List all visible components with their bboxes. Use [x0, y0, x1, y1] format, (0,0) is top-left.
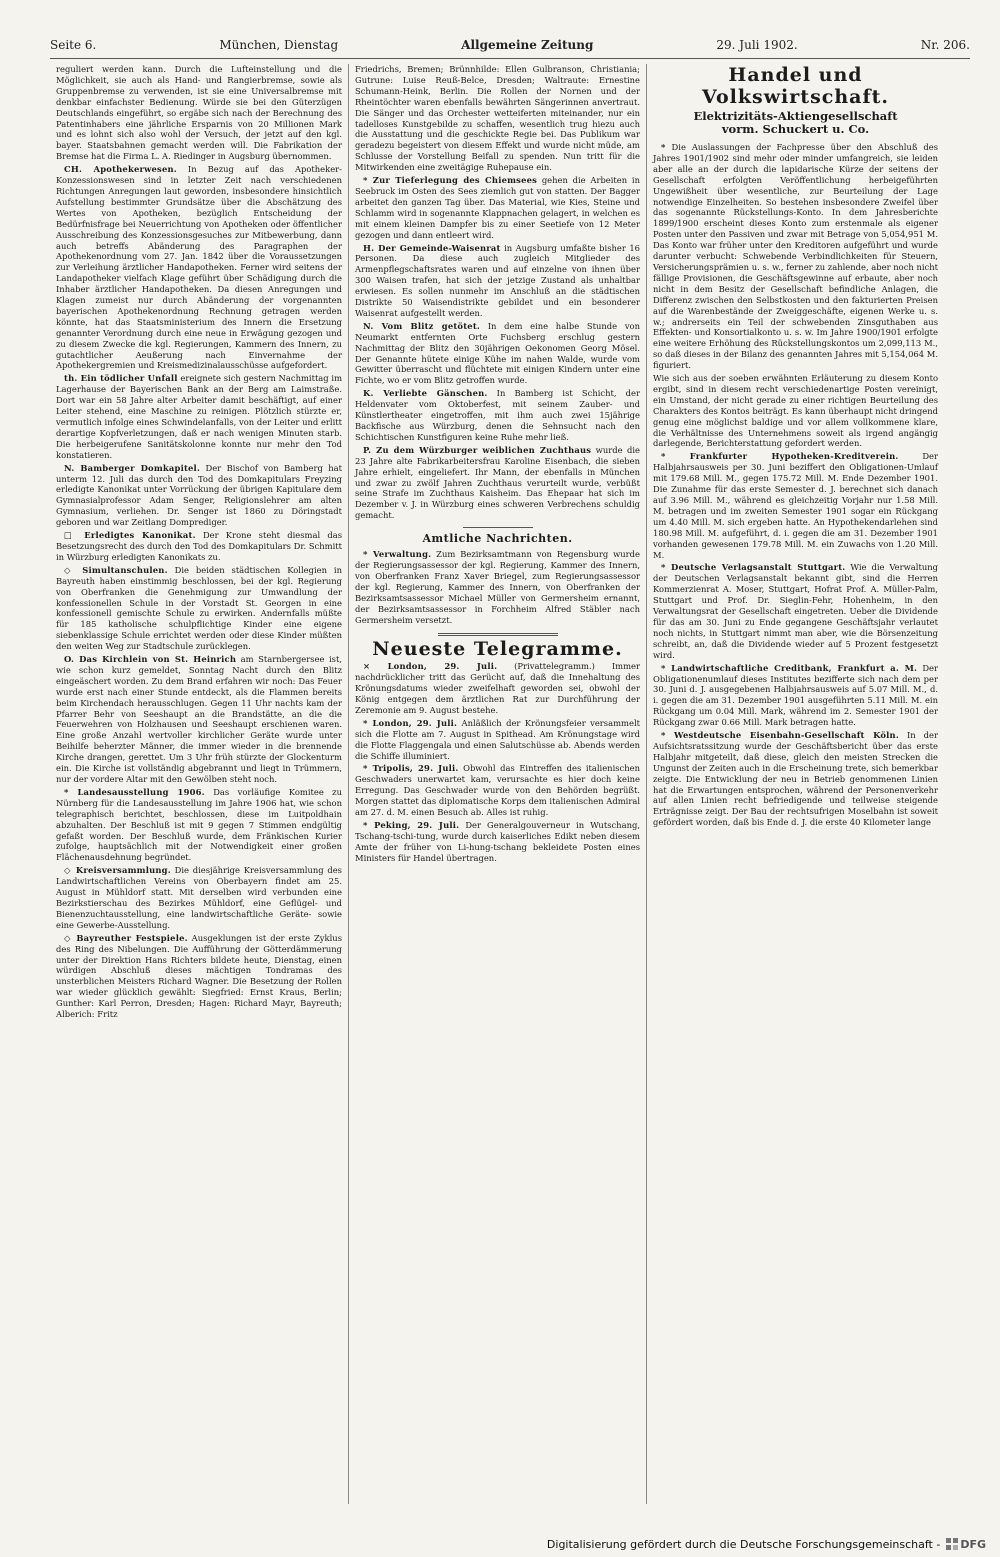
article-text: ereignete sich gestern Nachmittag im Lagerhause der Bayerischen Bank an der Berg am Laimstraße. Dort war ein 58 Jahre alter Arbeiter damit beschäftigt, auf einer Leiter stehend, eine Maschine zu reinigen. Plötzlich stürzte er, vermutlich infolge eines Schwindelanfalls, von der Leiter und erlitt derartige Kopfverletzungen, daß er nach wenigen Minuten starb. Die herbeigerufene Sanitätskolonne konnte nur mehr den Tod konstatieren. [56, 373, 343, 460]
article-heading: CH. Apothekerwesen. [64, 164, 177, 175]
article [56, 64, 342, 162]
dfg-logo [946, 1538, 986, 1551]
newspaper-title: Allgemeine Zeitung [461, 38, 594, 52]
article-heading: H. Der Gemeinde-Waisenrat [363, 242, 501, 253]
article [355, 549, 640, 625]
article [56, 565, 342, 652]
column-2 [348, 64, 646, 1504]
article-heading: K. Verliebte Gänschen. [363, 388, 488, 399]
article-text: Das vorläufige Komitee zu Nürnberg für die Landesausstellung im Jahre 1906 hat, wie schon telegraphisch berichtet, beschlossen, diese im Luitpoldhain abzuhalten. Der Beschluß ist mit 9 gegen 7 Stimmen endgültig gefaßt worden. Der Beschluß wurde, dem Fränkischen Kurier zufolge, hauptsächlich mit der Notwendigkeit einer großen Flächenausdehnung begründet. [56, 786, 342, 863]
article [653, 663, 938, 728]
article [355, 445, 640, 521]
article-heading: * Tripolis, 29. Juli. [363, 763, 459, 774]
article [56, 865, 342, 930]
article-text: Der Bischof von Bamberg hat unterm 12. Juli das durch den Tod des Domkapitulars Freyzing erledigte Kanonikat unter Vorrückung der übrigen Kapitulare dem Gymnasialprofessor Adam Senger, Religionslehrer am alten Gymnasium, verliehen. Dr. Senger ist 1860 zu Döringstadt geboren und war Zeitlang Domprediger. [56, 462, 343, 528]
article [355, 321, 640, 386]
economy-articles [653, 142, 938, 828]
article-text: Der Halbjahrsausweis per 30. Juni beziffert den Obligationen-Umlauf mit 179.68 Mill. M., gegen 175.72 Mill. M. Ende Dezember 1901. Die Zunahme für das erste Semester d. J. berechnet sich danach auf 3.96 Mill. M., während es gleichzeitig Vorjahr nur 1.58 Mill. M. betragen und im zweiten Semester 1901 sogar ein Rückgang um 4.40 Mill. M. sich ergeben hatte. An Hypothekendarlehen sind 180.98 Mill. M. aufgeführt, d. i. gegen die am 31. Dezember 1901 vorhanden gewesenen 179.78 Mill. M. ein Zuwachs von 1.20 Mill. M. [653, 451, 938, 560]
dfg-mark-icon [946, 1538, 958, 1550]
article [355, 175, 640, 240]
article-text: In Bamberg ist Schicht, der Heldenvater vom Oktoberfest, mit seinem Zauber- und Künstlertheater eingetroffen, mit ihm auch zwei 15jährige Backfische aus Würzburg, denen die Sehnsucht nach den Schichtischen Kunstfiguren keine Ruhe mehr ließ. [355, 388, 640, 442]
article-text: Wie sich aus der soeben erwähnten Erläuterung zu diesem Konto ergibt, sind in diesem recht verschiedenartige Posten vereinigt, ein Umstand, der nicht gerade zu einer richtigen Beurteilung des Charakters des Kontos beiträgt. Es kann überhaupt nicht dringend genug eine möglichst baldige und vor allem vollkommene klare, die Verhältnisse des Unternehmens soweit als irgend angängig darlegende, Berichterstattung gefordert werden. [653, 373, 938, 449]
article-heading: O. Das Kirchlein von St. Heinrich [64, 654, 237, 665]
article-heading: * Landwirtschaftliche Creditbank, Frankfurt a. M. [661, 662, 918, 673]
article [56, 933, 342, 1020]
article-heading: ◇ Simultanschulen. [64, 564, 168, 575]
article-text: Der Krone steht diesmal das Besetzungsrecht des durch den Tod des Domkapitulars Dr. Schmitt in Würzburg erledigten Kanonikats zu. [56, 530, 342, 562]
footer-text: Digitalisierung gefördert durch die Deutsche Forschungsgemeinschaft - [546, 1537, 941, 1551]
article-text: am Starnbergersee ist, wie schon kurz gemeldet, Sonntag Nacht durch den Blitz eingeäschert worden. Zu dem Brand erfahren wir noch: Das Feuer wurde erst nach einer Stunde entdeckt, als die Flammen bereits beim Kirchendach herausschlugen. Gegen 11 Uhr nachts kam der Pfarrer Behr von Seeshaupt an die Brandstätte, an die die Feuerwehren von Holzhausen und Seeshaupt erschienen waren. Eine große Anzahl wertvoller kirchlicher Geräte wurde unter Beihilfe beherzter Männer, die immer wieder in die brennende Kirche drangen, gerettet. Um 3 Uhr früh stürzte der Glockenturm ein. Die Kirche ist vollständig abgebrannt und liegt in Trümmern, nur der vordere Altar mit den Gewölben steht noch. [56, 654, 343, 784]
section-title: Amtliche Nachrichten. [422, 532, 573, 546]
article-heading: * Zur Tieferlegung des Chiemsees [363, 175, 538, 186]
article-text: Der Obligationenumlauf dieses Institutes bezifferte sich nach dem per 30. Juni d. J. ausgegebenen Halbjahrsausweis auf 5.07 Mill. M., d. i. gegen die am 31. Dezember 1901 ausgeführten 5.11 Mill. M. ein Rückgang um 0.04 Mill. Mark, während im 2. Semester 1901 der Rückgang zwar 0.66 Mill. Mark betragen hatte. [653, 662, 938, 728]
company-name: Elektrizitäts-Aktiengesellschaft [693, 109, 898, 123]
article-text: Zum Bezirksamtmann von Regensburg wurde der Regierungsassessor der kgl. Regierung, Kammer des Innern, von Oberfranken Franz Xaver Briegel, zum Regierungsassessor der kgl. Regierung, Kammer des Innern, von Oberfranken der Bezirksamtsassessor Michael Müller von Germersheim ernannt, der Bezirksamtsassessor in Forchheim Alfred Stäbler nach Germersheim versetzt. [355, 549, 640, 625]
article-heading: * Verwaltung. [363, 549, 432, 560]
article-heading: * [661, 142, 666, 152]
article-text: In dem eine halbe Stunde von Neumarkt entfernten Orte Fuchsberg erschlug gestern Nachmittag der Blitz den 30jährigen Oekonomen Georg Mösel. Der Genannte hütete einige Kühe im nahen Walde, wurde vom Gewitter überrascht und flüchtete mit einigen Kindern unter eine Fichte, wo er vom Blitz getroffen wurde. [355, 320, 640, 386]
article-text: Die diesjährige Kreisversammlung des Landwirtschaftlichen Vereins von Oberbayern findet am 25. August in Mühldorf statt. Mit derselben wird verbunden eine Bezirkstierschau des Bezirkes Mühldorf, eine Geflügel- und Bienenzuchtausstellung, eine landwirtschaftliche Geräte- sowie eine Gewerbe-Ausstellung. [56, 865, 342, 930]
article [56, 463, 342, 528]
article-text: gehen die Arbeiten in Seebruck im Osten des Sees ziemlich gut von statten. Der Bagger arbeitet den ganzen Tag über. Das Material, wie Kies, Steine und Schlamm wird in sogenannte Klappnachen gelagert, in welchen es mit einem kleinen Dampfer bis zu einer Seetiefe von 12 Meter gezogen und dann entleert wird. [355, 175, 640, 240]
columns [50, 64, 970, 1504]
article-heading: th. Ein tödlicher Unfall [64, 373, 178, 384]
article-text: Die beiden städtischen Kollegien in Bayreuth haben einstimmig beschlossen, bei der kgl. Regierung von Oberfranken die Genehmigung zur Umwandlung der konfessionellen Schule in der Vorstadt St. Georgen in eine konfessionell gemischte Schule zu erwirken. Andernfalls müßte für 185 katholische schulpflichtige Kinder eine eigene siebenklassige Schule errichtet werden oder diese Kinder müßten den weiten Weg zur Stadtschule zurücklegen. [56, 564, 342, 652]
article-heading: * Landesausstellung 1906. [64, 786, 205, 797]
article-heading: □ Erledigtes Kanonikat. [64, 530, 196, 541]
article-heading: P. Zu dem Würzburger weiblichen Zuchthaus [363, 444, 592, 455]
article-heading: N. Vom Blitz getötet. [363, 320, 480, 331]
issue-date: 29. Juli 1902. [716, 38, 798, 52]
article-text: Obwohl das Eintreffen des italienischen Geschwaders unerwartet kam, verursachte es hier doch keine Erregung. Das Geschwader wurde von den Behörden begrüßt. Morgen stattet das diplomatische Korps dem italienischen Admiral am 27. d. M. einen Besuch ab. Alles ist ruhig. [355, 763, 640, 818]
article [355, 64, 640, 173]
dfg-logo-text: DFG [960, 1537, 986, 1551]
article [56, 164, 342, 371]
article-heading: * Deutsche Verlagsanstalt Stuttgart. [661, 562, 846, 573]
section-title-economy: Handel und Volkswirtschaft. [701, 64, 890, 108]
page-header [50, 38, 970, 59]
section-title-telegrams: Neueste Telegramme. [372, 638, 623, 661]
article-heading: ◇ Kreisversammlung. [64, 865, 171, 876]
article [355, 763, 640, 818]
article [653, 373, 938, 449]
page-number: Seite 6. [50, 38, 97, 52]
company-former-name: vorm. Schuckert u. Co. [721, 122, 870, 136]
article-text: Ausgeklungen ist der erste Zyklus des Ring des Nibelungen. Die Aufführung der Götterdämmerung unter der Direktion Hans Richters bildete heute, Dienstag, einen würdigen Abschluß dieses mächtigen Tondramas des unsterblichen Meisters Richard Wagner. Die Besetzung der Rollen war wieder glücklich gewählt: Siegfried: Ernst Kraus, Berlin; Gunther: Karl Perron, Dresden; Hagen: Richard Mayr, Bayreuth; Alberich: Fritz [56, 932, 342, 1020]
article-text: In Bezug auf das Apotheker-Konzessionswesen sind in letzter Zeit nach verschiedenen Richtungen Anregungen laut geworden, insbesondere hinsichtlich Aufstellung bestimmter Grundsätze über die Abschätzung des Wertes von Apotheken, bezüglich Entscheidung der Bedürfnisfrage bei Neuerrichtung von Apotheken oder öffentlicher Ausschreibung des Konzessionsgesuches zur Mitbewerbung, dann auch betreffs Abänderung des Paragraphen der Apothekenordnung vom 27. Jan. 1842 über die Voraussetzungen zur Verleihung ärztlicher Handapotheken. Ferner wird seitens der Landapotheker vielfach Klage geführt über Schädigung durch die Inhaber ärztlicher Handapotheken. Da diesen Anregungen und Klagen zumeist nur durch Abänderung der vorgenannten bayerischen Apothekenordnung Rechnung getragen werden könnte, hat das Staatsministerium des Innern die Ersetzung genannter Verordnung durch eine neue in Erwägung gezogen und zu diesem Zwecke die kgl. Regierungen, Kammern des Innern, zu gutachtlicher Aeußerung nach Einvernahme der Apothekergremien und Kreismedizinalausschüsse aufgefordert. [56, 164, 342, 371]
article [653, 451, 938, 560]
divider [463, 527, 533, 528]
column-1 [50, 64, 348, 1504]
article-text: (Privattelegramm.) Immer nachdrücklicher tritt das Gerücht auf, daß die Innehaltung des Krönungsdatums wieder zweifelhaft geworden sei, obwohl der König entgegen dem ärztlichen Rat zur Durchführung der Zeremonie am 9. August bestehe. [355, 661, 640, 715]
article-heading: * Frankfurter Hypotheken-Kreditverein. [661, 451, 899, 462]
column-3 [646, 64, 944, 1504]
article-heading: * London, 29. Juli. [363, 717, 458, 728]
article-text: in Augsburg umfaßte bisher 16 Personen. Da diese auch zugleich Mitglieder des Armenpflegschaftsrates waren und auf einzelne von ihnen über 300 Waisen trafen, hat sich der jetzige Zustand als unhaltbar erwiesen. Es sollen nunmehr im Anschluß an die städtischen Distrikte 50 Waisendistrikte gebildet und ein besonderer Waisenrat aufgestellt werden. [355, 242, 640, 318]
article-heading: ◇ Bayreuther Festspiele. [64, 932, 188, 943]
newspaper-page [50, 38, 970, 1518]
article-text: Die Auslassungen der Fachpresse über den Abschluß des Jahres 1901/1902 sind mehr oder minder umfangreich, sie leiden aber alle an der durch die lapidarische Kürze der seitens der Gesellschaft erfolgten Veröffentlichung herbeigeführten Ungewißheit über wesentliche, zur Beurteilung der Lage notwendige Einzelheiten. So bestehen insbesondere Zweifel über das sogenannte Rückstellungs-Konto. In dem Jahresberichte 1899/1900 erscheint dieses Konto zum erstenmale als eigener Posten unter den Passiven und zwar mit Betrage von 5,054,951 M. Das Konto war früher unter den Kreditoren aufgeführt und wurde darunter verbucht: Schwebende Verbindlichkeiten für Steuern, Versicherungsprämien u. s. w., ferner zu zahlende, aber noch nicht fällige Provisionen, die Geschäftsgewinne auf erbaute, aber noch nicht in dem Besitz der Gesellschaft befindliche Anlagen, die Differenz zwischen den Selbstkosten und den fakturierten Preisen auf die Warenbestände der Zweiggeschäfte, eigenen Werke u. s. w.; andrerseits ein Teil der schwebenden Zinsguthaben aus Effekten- und Konsortialkonto u. s. w. Im Jahre 1900/1901 erfolgte eine weitere Erhöhung des Rückstellungskontos um 2,099,113 M., so daß dieses in der Bilanz des genannten Jahres mit 5,154,064 M. figuriert. [653, 142, 938, 371]
article [355, 388, 640, 443]
digitization-footer [0, 1531, 1000, 1557]
issue-number: Nr. 206. [920, 38, 970, 52]
article-text: Wie die Verwaltung der Deutschen Verlagsanstalt bekannt gibt, sind die Herren Kommerzienrat A. Moser, Stuttgart, Hofrat Prof. A. Müller-Palm, Stuttgart und Prof. Dr. Sieglin-Fehr, Hohenheim, in den Verwaltungsrat der Gesellschaft eingetreten. Ueber die Dividende für das am 30. Juni zu Ende gegangene Geschäftsjahr verlautet noch nichts, in Stuttgart nimmt man aber, wie die Börsenzeitung schreibt, an, daß die Dividende wieder auf 5 Prozent festgesetzt wird. [653, 562, 938, 660]
article-heading: × London, 29. Juli. [363, 661, 498, 672]
article-heading: * Peking, 29. Juli. [363, 820, 460, 830]
place-day: München, Dienstag [219, 38, 339, 52]
article [56, 530, 342, 563]
article-text: Friedrichs, Bremen; Brünnhilde: Ellen Gulbranson, Christiania; Gutrune: Luise Reuß-Belce, Dresden; Waltraute: Ernestine Schumann-Heink, Berlin. Die Rollen der Nornen und der Rheintöchter waren ebenfalls bewährten Sängerinnen anvertraut. Die Sänger und das Orchester wetteiferten miteinander, nur ein tadelloses Kunstgebilde zu schaffen, wesentlich trug hiezu auch die Ausstattung und die geschickte Regie bei. Das Publikum war geradezu begeistert von diesem Effekt und wurde nicht müde, am Schlusse der Vorstellung Beifall zu spenden. Nun tritt für die Mitwirkenden eine zweitägige Ruhepause ein. [355, 64, 640, 173]
article [355, 243, 640, 319]
article [653, 730, 938, 828]
article-text: Der Generalgouverneur in Wutschang, Tschang-tschi-tung, wurde durch kaiserliches Edikt neben diesem Amte der früher von Li-hung-tschang bekleidete Posten eines Ministers für Handel übertragen. [355, 820, 640, 863]
article-heading: * Westdeutsche Eisenbahn-Gesellschaft Köln. [661, 730, 899, 741]
article-text: In der Aufsichtsratssitzung wurde der Geschäftsbericht über das erste Halbjahr mitgeteilt, daß diese, gleich den meisten Strecken die Ungunst der Zeiten auch in die Erscheinung trete, sich bemerkbar zeigte. Die Entwicklung der neu in Betrieb genommenen Linien hat die Erwartungen entsprochen, während der Personenverkehr auf allen Linien recht befriedigende und teilweise steigende Erträgnisse zeigt. Der Bau der rechtsufrigen Moselbahn ist soweit gefördert worden, daß bis Ende d. J. die erste 40 Kilometer lange [653, 730, 938, 828]
article [355, 718, 640, 762]
article [653, 142, 938, 371]
article-text: wurde die 23 Jahre alte Fabrikarbeitersfrau Karoline Eisenbach, die sieben Jahre erhielt, eingeliefert. Ihr Mann, der ebenfalls in München und zwar zu zwölf Jahren Zuchthaus verurteilt wurde, verbüßt seine Strafe im Zuchthaus Kaisheim. Das Ehepaar hat sich im Dezember v. J. in Würzburg eines schweren Verbrechens schuldig gemacht. [355, 444, 640, 521]
article [56, 373, 342, 460]
article [355, 820, 640, 864]
article [653, 562, 938, 660]
divider [438, 633, 558, 636]
article [56, 787, 342, 863]
article-text: reguliert werden kann. Durch die Lufteinstellung und die Möglichkeit, sie auch als Hand- und Rangierbremse, sowie als Gruppenbremse zu verwenden, ist sie eine Universalbremse mit denkbar einfachster Bedienung. Würde sie bei den Güterzügen Deutschlands eingeführt, so ergäbe sich nach der Berechnung des Patentinhabers eine jährliche Ersparnis von 20 Millionen Mark und es lohnt sich also wohl der Versuch, der jetzt auf den kgl. bayer. Staatsbahnen gemacht werden will. Die Fabrikation der Bremse hat die Firma L. A. Riedinger in Augsburg übernommen. [56, 64, 342, 162]
company-heading [653, 110, 938, 136]
article [355, 661, 640, 716]
article-text: Anläßlich der Krönungsfeier versammelt sich die Flotte am 7. August in Spithead. Am Krönungstage wird die Flotte Flaggengala und einen Salutschüsse ab. Abends werden die Schiffe illuminiert. [355, 717, 640, 761]
article [56, 654, 342, 785]
article-heading: N. Bamberger Domkapitel. [64, 462, 201, 473]
